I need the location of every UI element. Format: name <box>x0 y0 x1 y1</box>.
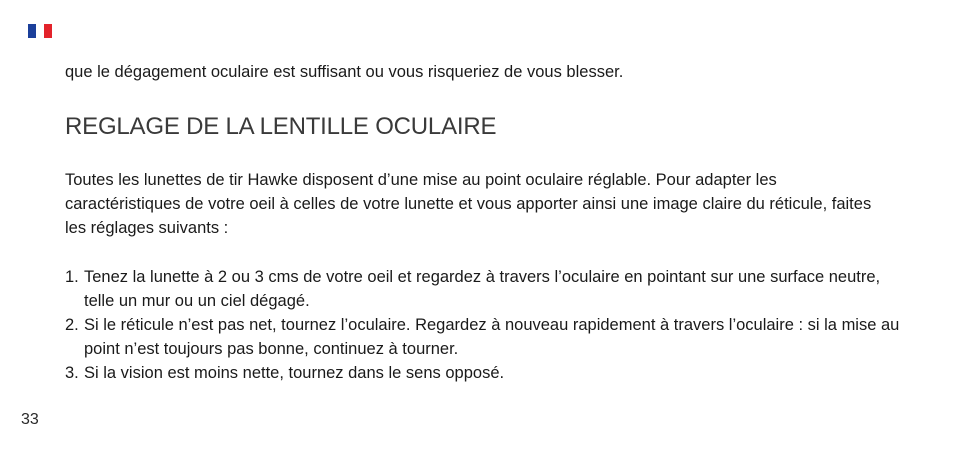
french-flag-icon <box>28 24 52 38</box>
step-number: 1. <box>65 268 79 286</box>
list-item <box>65 313 905 361</box>
intro-paragraph: Toutes les lunettes de tir Hawke disposent d’une mise au point oculaire réglable. Pour adapter les caractéristiques de votre oeil à celles de votre lunette et vous apporter ainsi une image claire du réticule, faites les réglages suivants : <box>65 171 872 237</box>
section-heading: REGLAGE DE LA LENTILLE OCULAIRE <box>65 113 497 140</box>
step-number: 2. <box>65 316 79 334</box>
list-item <box>65 265 905 313</box>
step-text: Si la vision est moins nette, tournez dans le sens opposé. <box>84 364 505 382</box>
continued-text-line: que le dégagement oculaire est suffisant ou vous risqueriez de vous blesser. <box>65 63 624 81</box>
page-number: 33 <box>21 411 39 428</box>
flag-red-stripe <box>44 24 52 38</box>
flag-blue-stripe <box>28 24 36 38</box>
step-text: Tenez la lunette à 2 ou 3 cms de votre oeil et regardez à travers l’oculaire en pointant sur une surface neutre, telle un mur ou un ciel dégagé. <box>84 268 881 310</box>
adjustment-steps-list <box>65 265 905 385</box>
list-item <box>65 361 905 385</box>
step-text: Si le réticule n’est pas net, tournez l’oculaire. Regardez à nouveau rapidement à travers l’oculaire : si la mise au point n’est toujours pas bonne, continuez à tourner. <box>84 316 900 358</box>
flag-white-stripe <box>36 24 44 38</box>
step-number: 3. <box>65 364 79 382</box>
